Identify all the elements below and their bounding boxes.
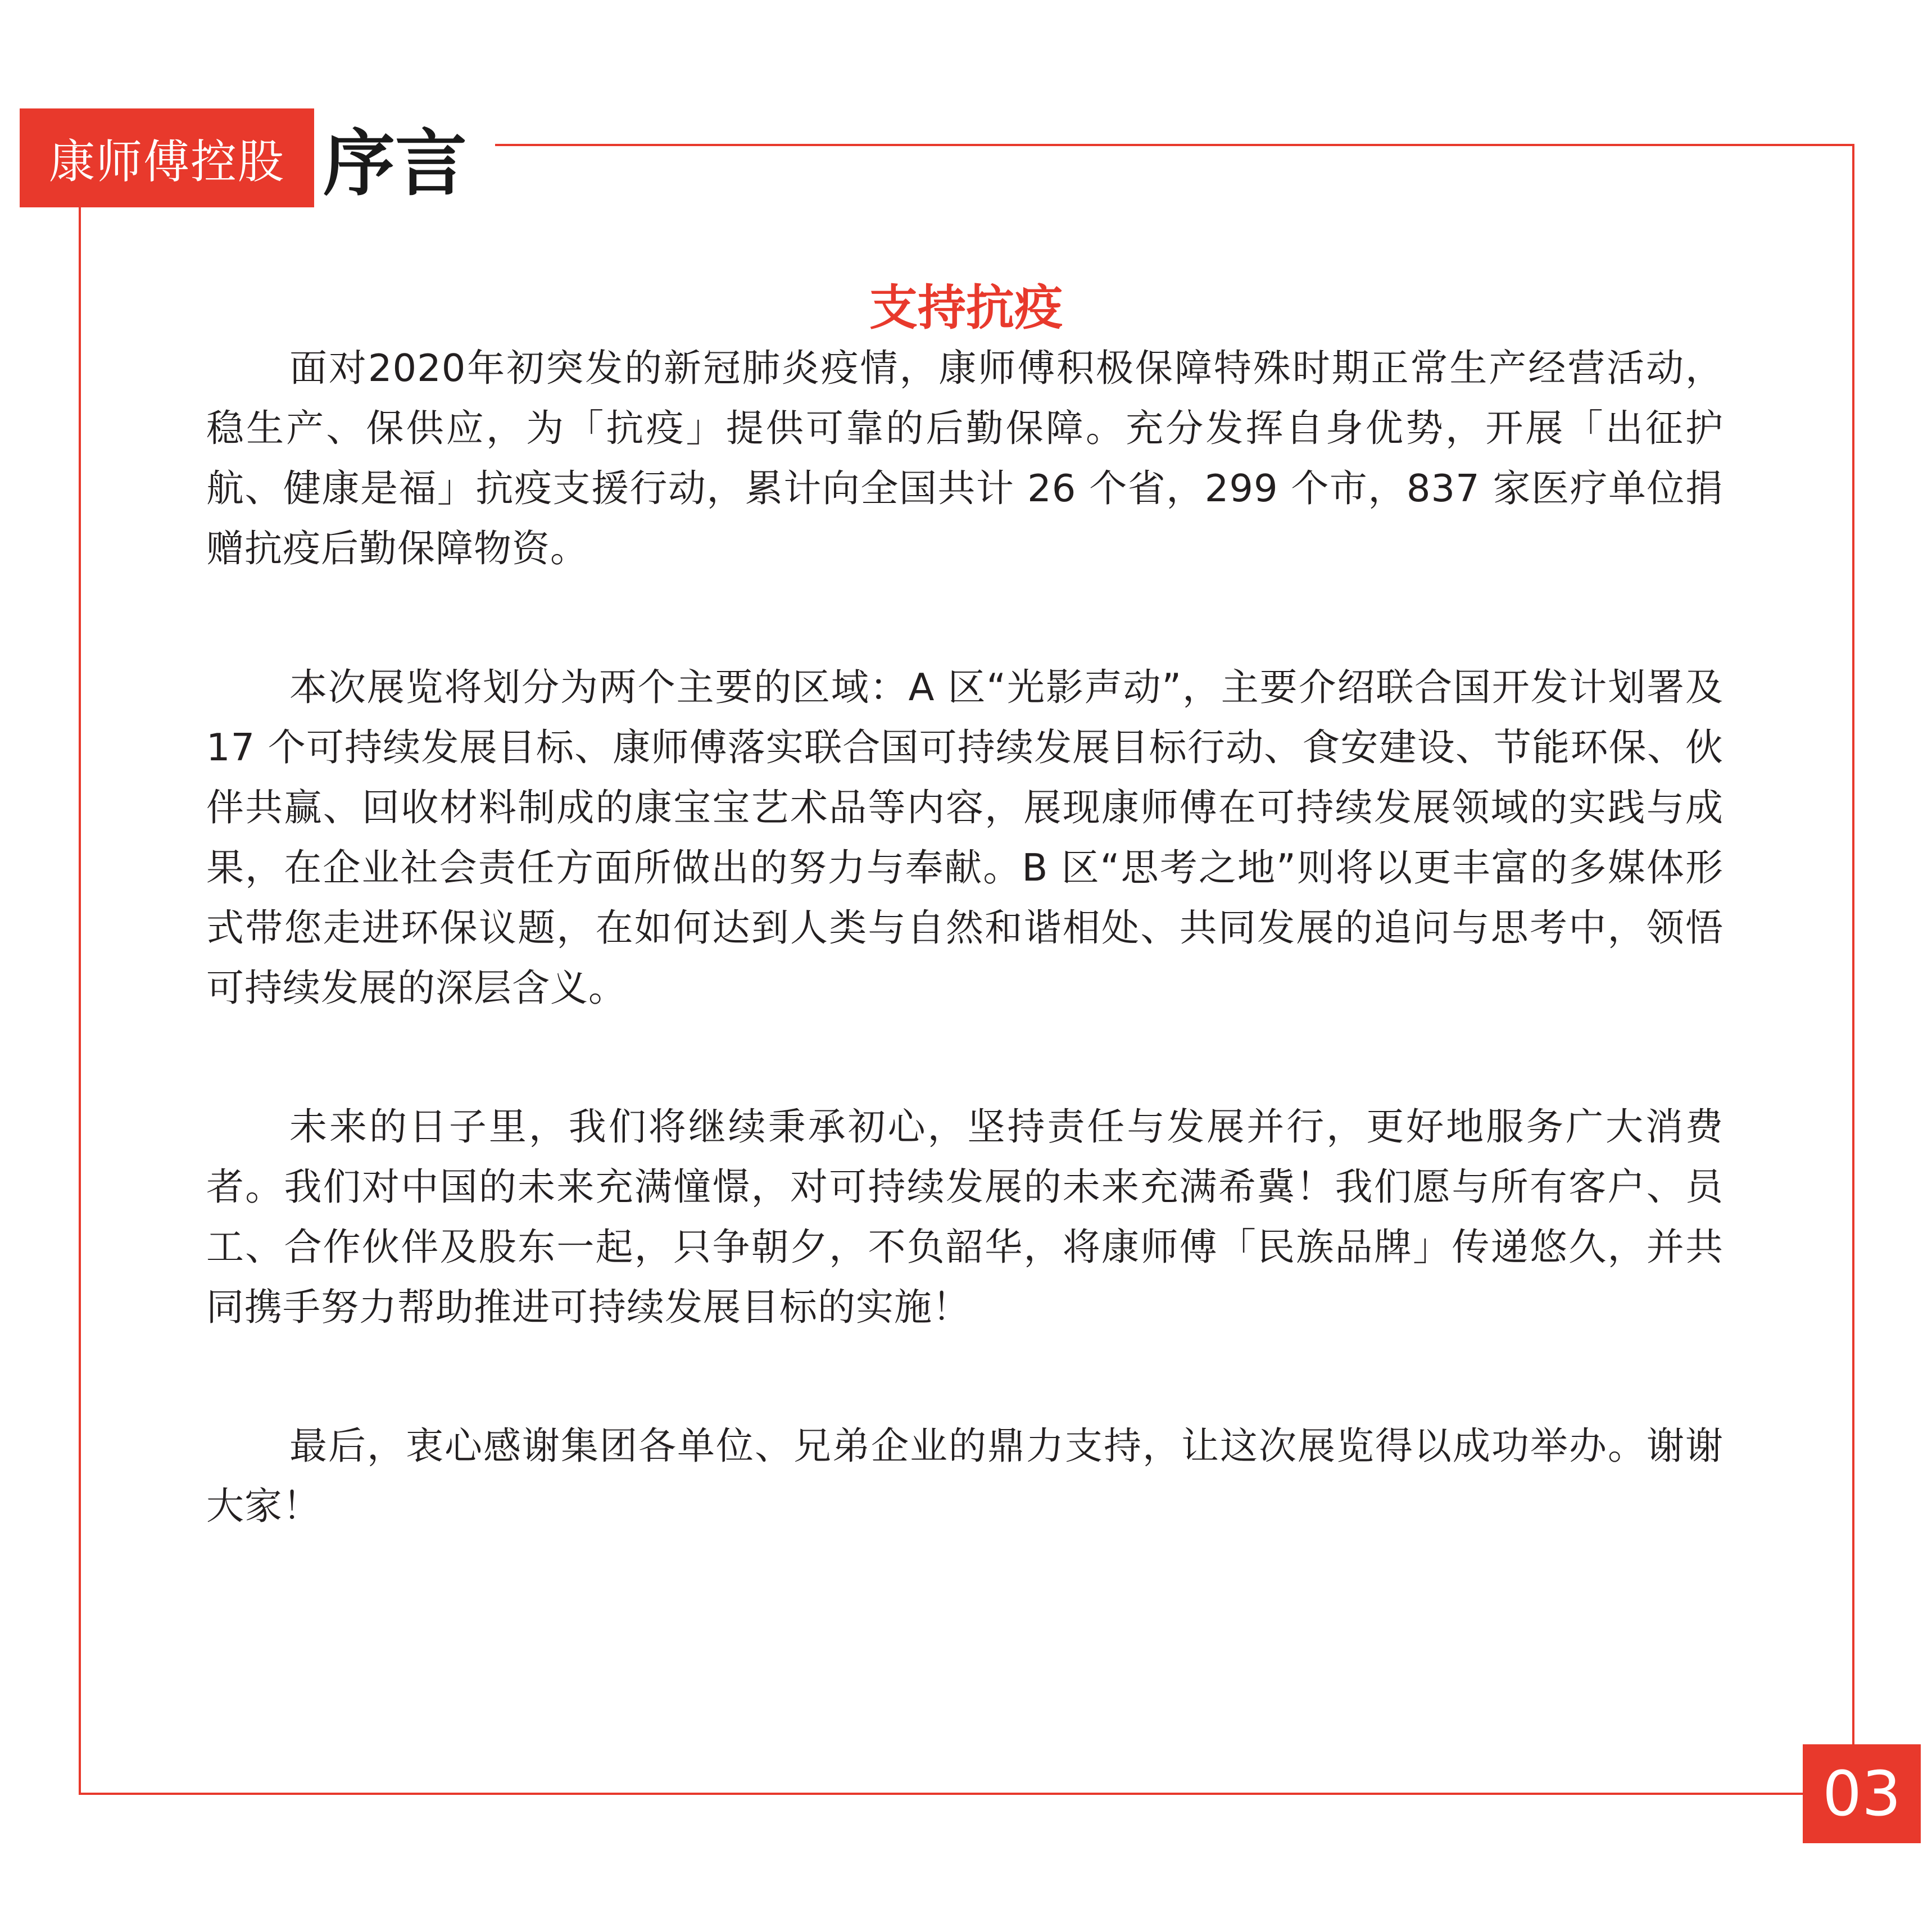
paragraph-thanks: 最后，衷心感谢集团各单位、兄弟企业的鼎力支持，让这次展览得以成功举办。谢谢大家！: [206, 1424, 1724, 1528]
page-title: 序言: [323, 122, 468, 206]
paragraph-exhibition: 本次展览将划分为两个主要的区域：A 区“光影声动”，主要介绍联合国开发计划署及 17 个可持续发展目标、康师傅落实联合国可持续发展目标行动、食安建设、节能环保、伙伴共赢、回收材料制成的康宝宝艺术品等内容，展现康师傅在可持续发展领域的实践与成果，在企业社会责任方面所做出的努力与奉献。B 区“思考之地”则将以更丰富的多媒体形式带您走进环保议题，在如何达到人类与自然和谐相处、共同发展的追问与思考中，领悟可持续发展的深层含义。: [206, 665, 1724, 1010]
brand-label: 康师傅控股: [48, 135, 285, 189]
brand-badge: [20, 108, 314, 207]
paragraph-intro: 面对2020年初突发的新冠肺炎疫情，康师傅积极保障特殊时期正常生产经营活动，稳生产、保供应，为「抗疫」提供可靠的后勤保障。充分发挥自身优势，开展「出征护航、健康是福」抗疫支援行动，累计向全国共计 26 个省，299 个市，837 家医疗单位捐赠抗疫后勤保障物资。: [206, 346, 1724, 570]
section-heading: 支持抗疫: [869, 280, 1063, 336]
page-number: 03: [1822, 1758, 1901, 1830]
page-number-badge: [1803, 1744, 1921, 1843]
paragraph-future: 未来的日子里，我们将继续秉承初心，坚持责任与发展并行，更好地服务广大消费者。我们对中国的未来充满憧憬，对可持续发展的未来充满希冀！我们愿与所有客户、员工、合作伙伴及股东一起，只争朝夕，不负韶华，将康师傅「民族品牌」传递悠久，并共同携手努力帮助推进可持续发展目标的实施！: [206, 1105, 1724, 1329]
body-text: [206, 338, 1724, 1615]
